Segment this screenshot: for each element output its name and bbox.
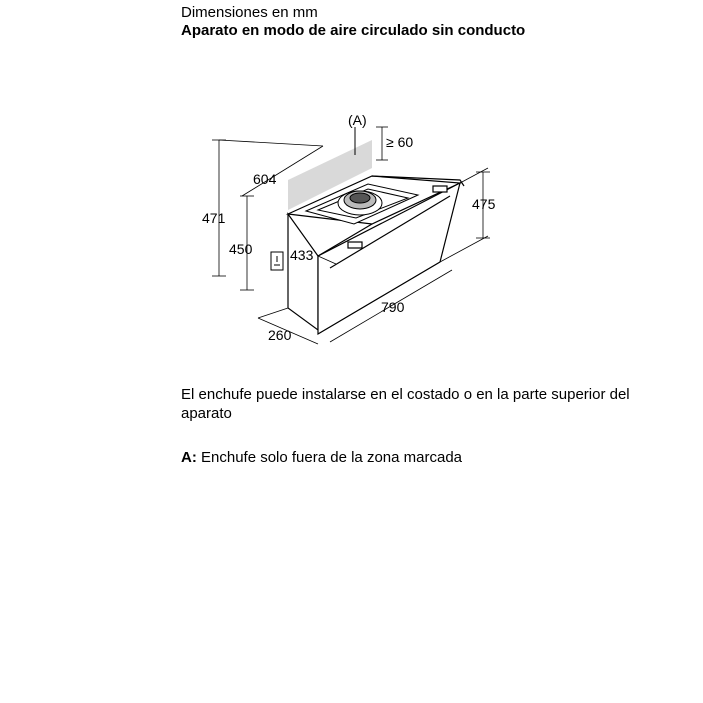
dim-height-total: 471 [202,210,226,226]
legend-text: Enchufe solo fuera de la zona marcada [201,449,462,466]
callout-a-label: (A) [348,112,367,128]
legend-key: A: [181,449,197,466]
units-subtitle: Dimensiones en mm [181,4,318,21]
dim-width-top: 604 [253,171,277,187]
dim-width-front: 790 [381,299,405,315]
dim-height-front: 475 [472,196,496,212]
socket-note: El enchufe puede instalarse en el costado o en la parte superior del aparato [181,386,630,422]
dim-height-body: 450 [229,241,253,257]
socket-icon [271,252,283,270]
dim-clearance: ≥ 60 [386,134,414,150]
dim-depth-side: 433 [290,247,314,263]
page-title: Aparato en modo de aire circulado sin conducto [181,22,526,39]
legend-a [181,448,681,467]
dim-depth-base: 260 [268,327,292,343]
